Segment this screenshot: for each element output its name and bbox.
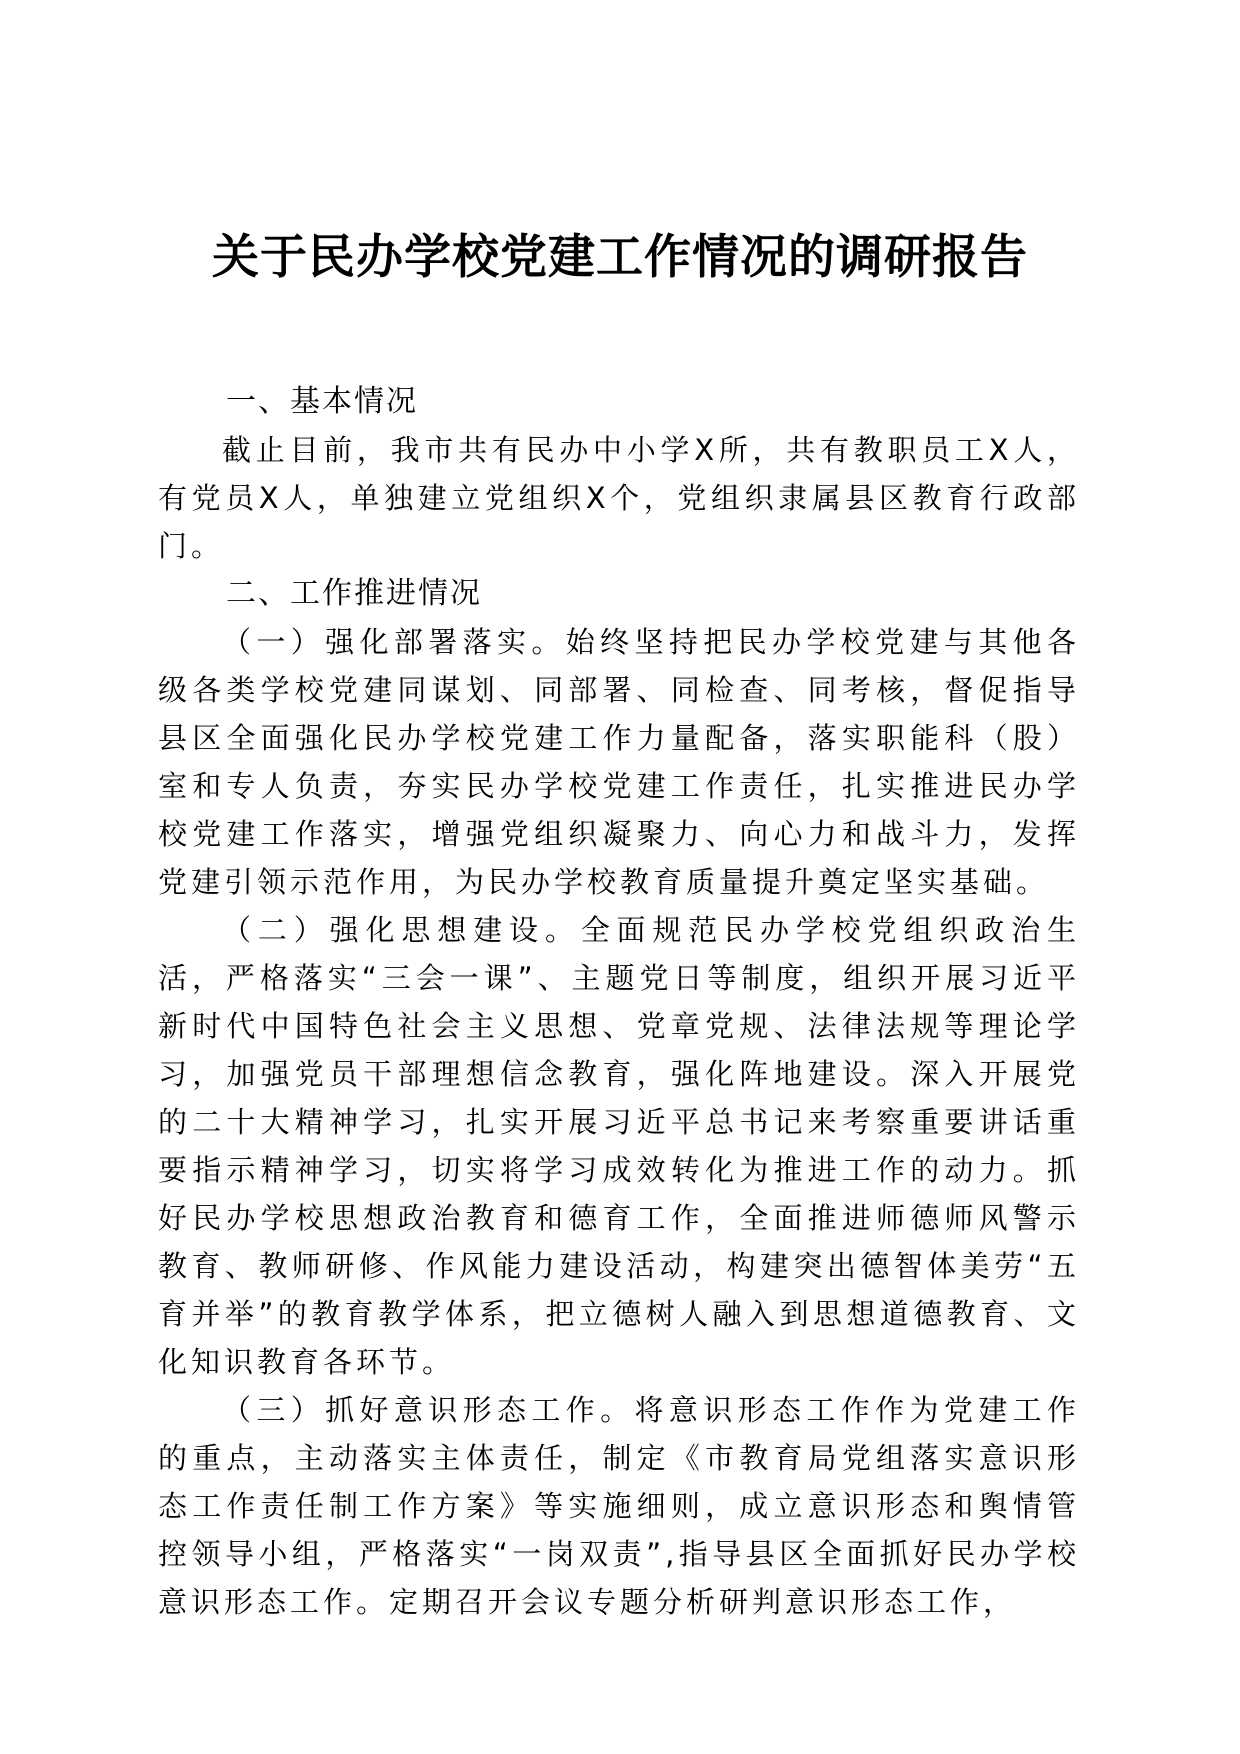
- paragraph-text: 始终坚持把民办学校党建与其他各级各类学校党建同谋划、同部署、同检查、同考核，督促指导县区全面强化民办学校党建工作力量配备，落实职能科（股）室和专人负责，夯实民办学校党建工作责任，扎实推进民办学校党建工作落实，增强党组织凝聚力、向心力和战斗力，发挥党建引领示范作用，为民办学校教育质量提升奠定坚实基础。: [158, 625, 1080, 899]
- paragraph-lead: （三）抓好意识形态工作。: [222, 1393, 635, 1427]
- section-heading: 二、工作推进情况: [226, 576, 482, 611]
- section-basic-situation: [158, 378, 1080, 570]
- body-paragraph: [158, 426, 1080, 570]
- body-paragraph: [158, 618, 1080, 906]
- paragraph-lead: （二）强化思想建设。: [222, 913, 581, 947]
- body-paragraph: [158, 1386, 1080, 1626]
- document-title: 关于民办学校党建工作情况的调研报告: [212, 230, 1028, 285]
- section-work-progress: [158, 570, 1080, 1626]
- paragraph-text: 截止目前，我市共有民办中小学X所，共有教职员工X人，有党员X人，单独建立党组织X个，党组织隶属县区教育行政部门。: [158, 433, 1080, 563]
- section-heading: 一、基本情况: [226, 384, 418, 419]
- paragraph-text: 将意识形态工作作为党建工作的重点，主动落实主体责任，制定《市教育局党组落实意识形态工作责任制工作方案》等实施细则，成立意识形态和舆情管控领导小组，严格落实“一岗双责”,指导县区全面抓好民办学校意识形态工作。定期召开会议专题分析研判意识形态工作，: [158, 1393, 1080, 1619]
- paragraph-lead: （一）强化部署落实。: [222, 625, 566, 659]
- document-body: [158, 378, 1080, 1626]
- body-paragraph: [158, 906, 1080, 1386]
- paragraph-text: 全面规范民办学校党组织政治生活，严格落实“三会一课”、主题党日等制度，组织开展习近平新时代中国特色社会主义思想、党章党规、法律法规等理论学习，加强党员干部理想信念教育，强化阵地建设。深入开展党的二十大精神学习，扎实开展习近平总书记来考察重要讲话重要指示精神学习，切实将学习成效转化为推进工作的动力。抓好民办学校思想政治教育和德育工作，全面推进师德师风警示教育、教师研修、作风能力建设活动，构建突出德智体美劳“五育并举”的教育教学体系，把立德树人融入到思想道德教育、文化知识教育各环节。: [158, 913, 1080, 1379]
